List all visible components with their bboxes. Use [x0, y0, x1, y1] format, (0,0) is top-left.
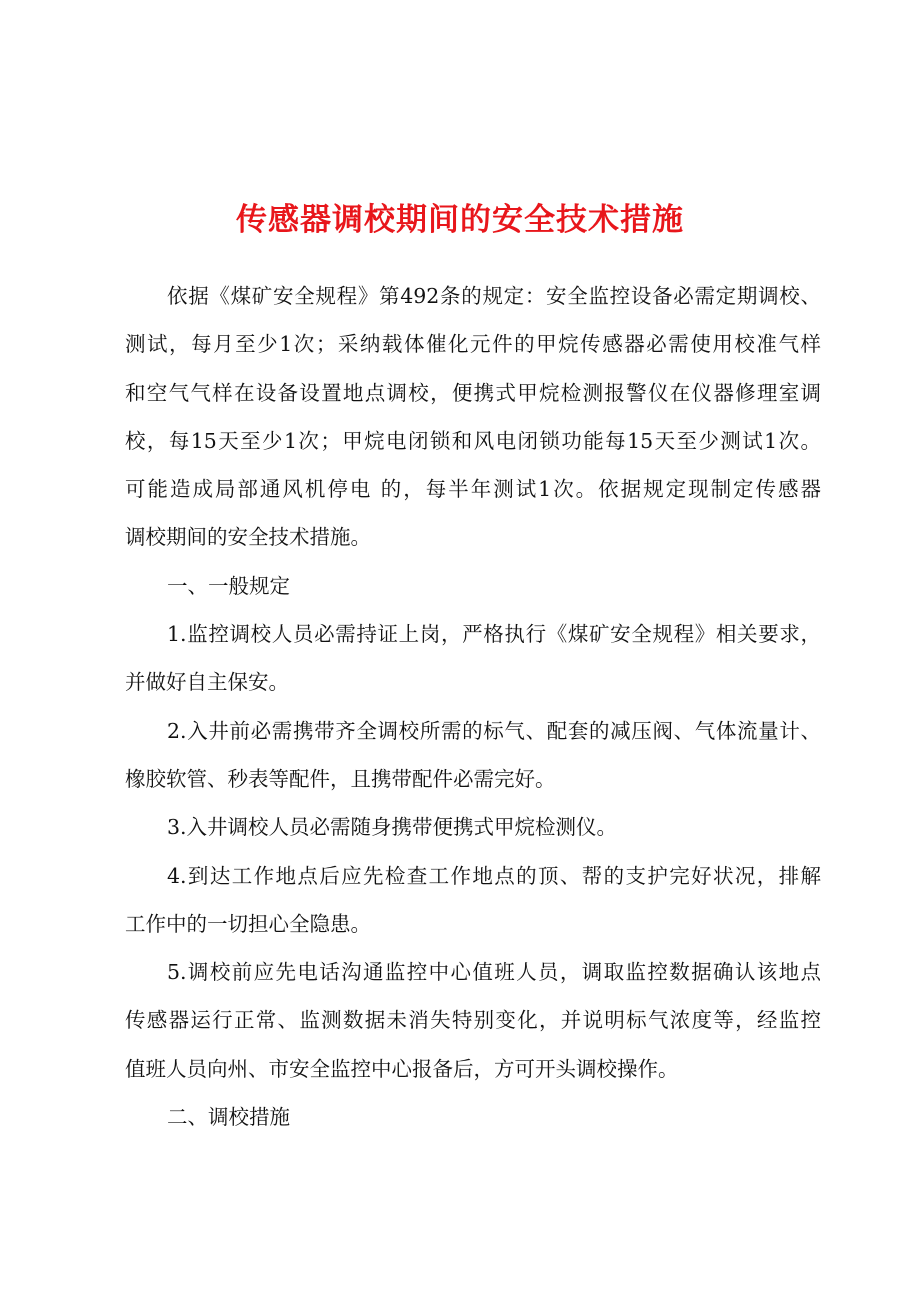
text-line: 可能造成局部通风机停电 的，每半年测试1次。依据规定现制定传感器 — [125, 477, 821, 502]
text-line: 3.入井调校人员必需随身携带便携式甲烷检测仪。 — [167, 815, 618, 840]
text-line: 调校期间的安全技术措施。 — [125, 525, 371, 550]
text-line: 工作中的一切担心全隐患。 — [125, 911, 371, 936]
text-line: 传感器运行正常、监测数据未消失特别变化，并说明标气浓度等，经监控 — [125, 1008, 821, 1033]
text-line: 并做好自主保安。 — [125, 670, 289, 695]
text-line: 一、一般规定 — [167, 573, 290, 598]
text-line: 校，每15天至少1次；甲烷电闭锁和风电闭锁功能每15天至少测试1次。 — [125, 428, 821, 453]
text-line: 二、调校措施 — [167, 1105, 290, 1130]
text-line: 测试，每月至少1次；采纳载体催化元件的甲烷传感器必需使用校准气样 — [125, 332, 821, 357]
text-line: 1.监控调校人员必需持证上岗，严格执行《煤矿安全规程》相关要求， — [167, 622, 821, 647]
text-line: 和空气气样在设备设置地点调校，便携式甲烷检测报警仪在仪器修理室调 — [125, 380, 821, 405]
text-line: 2.入井前必需携带齐全调校所需的标气、配套的减压阀、气体流量计、 — [167, 718, 821, 743]
text-line: 值班人员向州、市安全监控中心报备后，方可开头调校操作。 — [125, 1056, 679, 1081]
text-line: 依据《煤矿安全规程》第492条的规定：安全监控设备必需定期调校、 — [167, 284, 821, 308]
document-body — [125, 272, 821, 1141]
text-line: 5.调校前应先电话沟通监控中心值班人员，调取监控数据确认该地点 — [167, 960, 821, 985]
document-title: 传感器调校期间的安全技术措施 — [236, 202, 684, 238]
text-line: 4.到达工作地点后应先检查工作地点的顶、帮的支护完好状况，排解 — [167, 863, 821, 888]
text-line: 橡胶软管、秒表等配件，且携带配件必需完好。 — [125, 766, 556, 791]
